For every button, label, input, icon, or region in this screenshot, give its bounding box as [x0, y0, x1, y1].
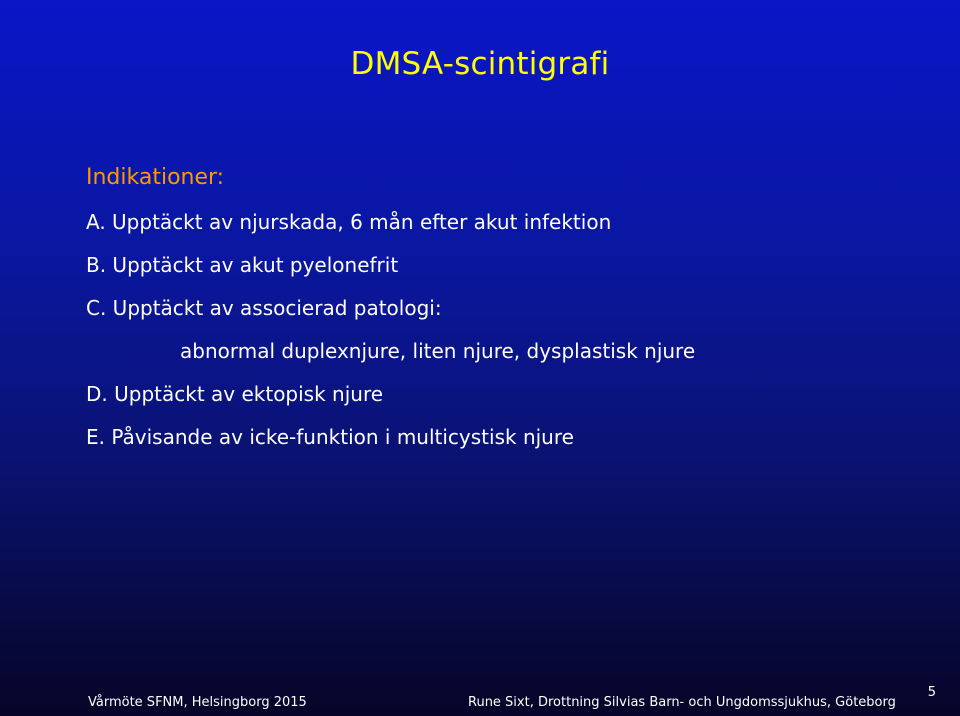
footer-event: Vårmöte SFNM, Helsingborg 2015	[88, 695, 307, 710]
slide-content	[86, 162, 926, 465]
list-item-b: B. Upptäckt av akut pyelonefrit	[86, 253, 399, 277]
list-item-d: D. Upptäckt av ektopisk njure	[86, 382, 384, 406]
list-item-a: A. Upptäckt av njurskada, 6 mån efter akut infektion	[86, 210, 612, 234]
list-item-e: E. Påvisande av icke-funktion i multicystisk njure	[86, 425, 574, 449]
slide-title: DMSA-scintigrafi	[350, 46, 610, 82]
indications-heading: Indikationer:	[86, 165, 225, 190]
list-item-c-detail: abnormal duplexnjure, liten njure, dysplastisk njure	[180, 339, 696, 363]
page-number: 5	[927, 685, 936, 700]
list-item-c: C. Upptäckt av associerad patologi:	[86, 296, 442, 320]
footer-author: Rune Sixt, Drottning Silvias Barn- och Ungdomssjukhus, Göteborg	[468, 695, 896, 710]
